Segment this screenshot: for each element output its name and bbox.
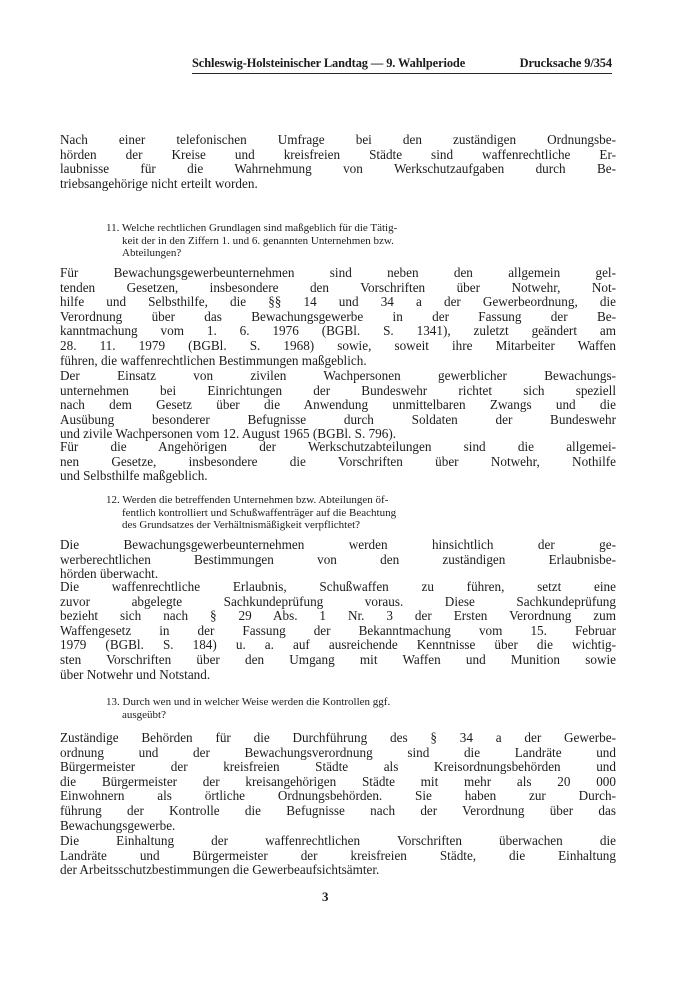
question-line: 13. Durch wen und in welcher Weise werden die Kontrollen ggf. [106,696,391,708]
answer-paragraph [60,133,616,191]
text-line: nach dem Gesetz über die Anwendung unmittelbaren Zwangs und die [60,397,616,413]
text-line: tenden Gesetzen, insbesondere den Vorschriften über Notwehr, Not- [60,279,616,295]
answer-paragraph [60,731,616,833]
text-line: zuvor abgelegte Sachkundeprüfung voraus. Diese Sachkundeprüfung [60,593,616,609]
text-line: nen Gesetze, insbesondere die Vorschriften über Notwehr, Nothilfe [60,453,616,469]
question-line: keit der in den Ziffern 1. und 6. genannten Unternehmen bzw. [122,234,394,247]
answer-paragraph [60,538,616,582]
text-line: Die waffenrechtliche Erlaubnis, Schußwaffen zu führen, setzt eine [60,579,616,594]
text-line: Verordnung über das Bewachungsgewerbe in der Fassung der Be- [60,308,616,324]
question-line: ausgeübt? [122,708,166,721]
header-title: Schleswig-Holsteinischer Landtag — 9. Wahlperiode [192,56,466,70]
text-line: hörden überwacht. [60,566,159,582]
text-line: 28. 11. 1979 (BGBl. S. 1968) sowie, soweit ihre Mitarbeiter Waffen [60,337,616,353]
answer-paragraph [60,834,616,878]
text-line: der Arbeitsschutzbestimmungen die Gewerbeaufsichtsämter. [60,862,380,878]
text-line: kanntmachung vom 1. 6. 1976 (BGBl. S. 1341), zuletzt geändert am [60,323,616,339]
header-rule [192,73,612,74]
question-line: Abteilungen? [122,247,182,260]
answer-paragraph [60,369,616,442]
text-line: ordnung und der Bewachungsverordnung sind die Landräte und [60,744,616,760]
text-line: und zivile Wachpersonen vom 12. August 1965 (BGBl. S. 796). [60,426,397,442]
text-line: laubnisse für die Wahrnehmung von Werkschutzaufgaben durch Be- [60,161,616,177]
text-line: Bewachungsgewerbe. [60,817,176,833]
text-line: Waffengesetz in der Fassung der Bekanntmachung vom 15. Februar [60,622,616,638]
question-line: des Grundsatzes der Verhältnismäßigkeit verpflichtet? [122,519,361,532]
page-number: 3 [322,889,329,904]
text-line: hilfe und Selbsthilfe, die §§ 14 und 34 a der Gewerbeordnung, die [60,294,616,310]
document-number: Drucksache 9/354 [519,56,612,70]
answer-paragraph [60,440,616,484]
text-line: Der Einsatz von zivilen Wachpersonen gewerblicher Bewachungs- [60,368,616,383]
answer-paragraph [60,580,616,682]
text-line: Zuständige Behörden für die Durchführung des § 34 a der Gewerbe- [60,730,616,745]
text-line: Landräte und Bürgermeister der kreisfreien Städte, die Einhaltung [60,847,616,863]
text-line: sten Vorschriften über den Umgang mit Waffen und Munition sowie [60,651,616,667]
text-line: Für die Angehörigen der Werkschutzabteilungen sind die allgemei- [60,439,616,454]
text-line: führung der Kontrolle die Befugnisse nach der Verordnung über das [60,802,616,818]
text-line: führen, die waffenrechtlichen Bestimmungen maßgeblich. [60,352,367,368]
text-line: Für Bewachungsgewerbeunternehmen sind neben den allgemein gel- [60,265,616,280]
text-line: Die Bewachungsgewerbeunternehmen werden hinsichtlich der ge- [60,537,616,552]
text-line: unternehmen bei Einrichtungen der Bundeswehr richtet sich speziell [60,382,616,398]
question-line: fentlich kontrolliert und Schußwaffenträger auf die Beachtung [122,506,397,519]
question-11 [106,222,618,260]
question-line: 12. Werden die betreffenden Unternehmen bzw. Abteilungen öf- [106,494,389,506]
question-12 [106,494,618,532]
text-line: hörden der Kreise und kreisfreien Städte sind waffenrechtliche Er- [60,146,616,162]
text-line: bezieht sich nach § 29 Abs. 1 Nr. 3 der Ersten Verordnung zum [60,608,616,624]
text-line: triebsangehörige nicht erteilt worden. [60,175,258,191]
text-line: Einwohnern als örtliche Ordnungsbehörden. Sie haben zur Durch- [60,788,616,804]
text-line: Die Einhaltung der waffenrechtlichen Vorschriften überwachen die [60,833,616,848]
question-line: 11. Welche rechtlichen Grundlagen sind maßgeblich für die Tätig- [106,222,398,234]
answer-paragraph [60,266,616,368]
text-line: Bürgermeister der kreisfreien Städte als Kreisordnungsbehörden und [60,759,616,775]
text-line: Nach einer telefonischen Umfrage bei den zuständigen Ordnungsbe- [60,132,616,147]
text-line: Ausübung besonderer Befugnisse durch Soldaten der Bundeswehr [60,411,616,427]
text-line: und Selbsthilfe maßgeblich. [60,468,208,484]
text-line: über Notwehr und Notstand. [60,666,211,682]
page-header [192,56,612,74]
text-line: 1979 (BGBl. S. 184) u. a. auf ausreichende Kenntnisse über die wichtig- [60,637,616,653]
text-line: werberechtlichen Bestimmungen von den zuständigen Erlaubnisbe- [60,551,616,567]
text-line: die Bürgermeister der kreisangehörigen Städte mit mehr als 20 000 [60,773,616,789]
question-13 [106,696,618,721]
